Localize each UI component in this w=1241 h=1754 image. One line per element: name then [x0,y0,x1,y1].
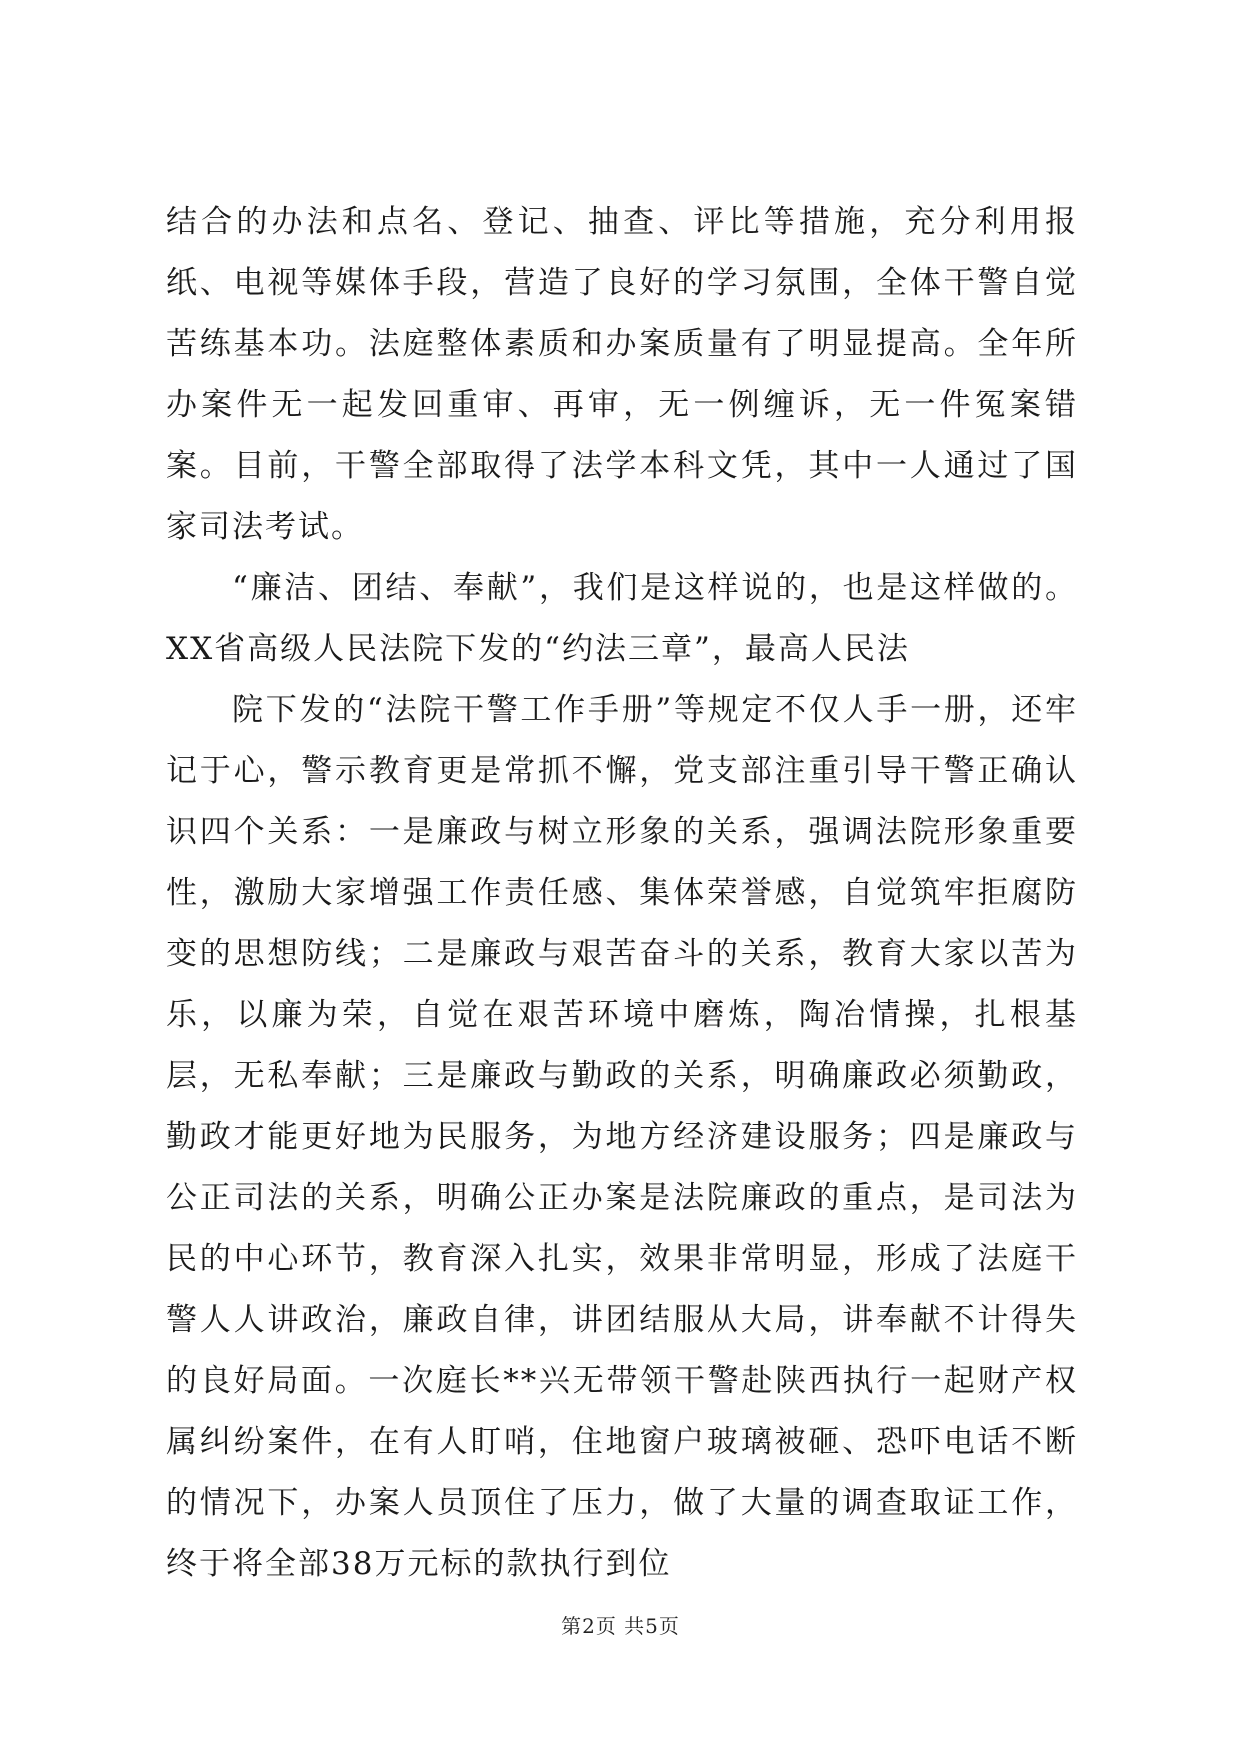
page-number-footer: 第2页 共5页 [561,1614,680,1638]
paragraph-2: “廉洁、团结、奉献”，我们是这样说的，也是这样做的。XX省高级人民法院下发的“约法三章”，最高人民法 [166,570,1078,667]
paragraph-1: 结合的办法和点名、登记、抽查、评比等措施，充分利用报纸、电视等媒体手段，营造了良好的学习氛围，全体干警自觉苦练基本功。法庭整体素质和办案质量有了明显提高。全年所办案件无一起发回重审、再审，无一例缠诉，无一件冤案错案。目前，干警全部取得了法学本科文凭，其中一人通过了国家司法考试。 [166,204,1078,545]
document-body [166,192,1078,1595]
paragraph-3: 院下发的“法院干警工作手册”等规定不仅人手一册，还牢记于心，警示教育更是常抓不懈，党支部注重引导干警正确认识四个关系：一是廉政与树立形象的关系，强调法院形象重要性，激励大家增强工作责任感、集体荣誉感，自觉筑牢拒腐防变的思想防线；二是廉政与艰苦奋斗的关系，教育大家以苦为乐，以廉为荣，自觉在艰苦环境中磨炼，陶冶情操，扎根基层，无私奉献；三是廉政与勤政的关系，明确廉政必须勤政，勤政才能更好地为民服务，为地方经济建设服务；四是廉政与公正司法的关系，明确公正办案是法院廉政的重点，是司法为民的中心环节，教育深入扎实，效果非常明显，形成了法庭干警人人讲政治，廉政自律，讲团结服从大局，讲奉献不计得失的良好局面。一次庭长**兴无带领干警赴陕西执行一起财产权属纠纷案件，在有人盯哨，住地窗户玻璃被砸、恐吓电话不断的情况下，办案人员顶住了压力，做了大量的调查取证工作，终于将全部38万元标的款执行到位 [166,692,1078,1582]
